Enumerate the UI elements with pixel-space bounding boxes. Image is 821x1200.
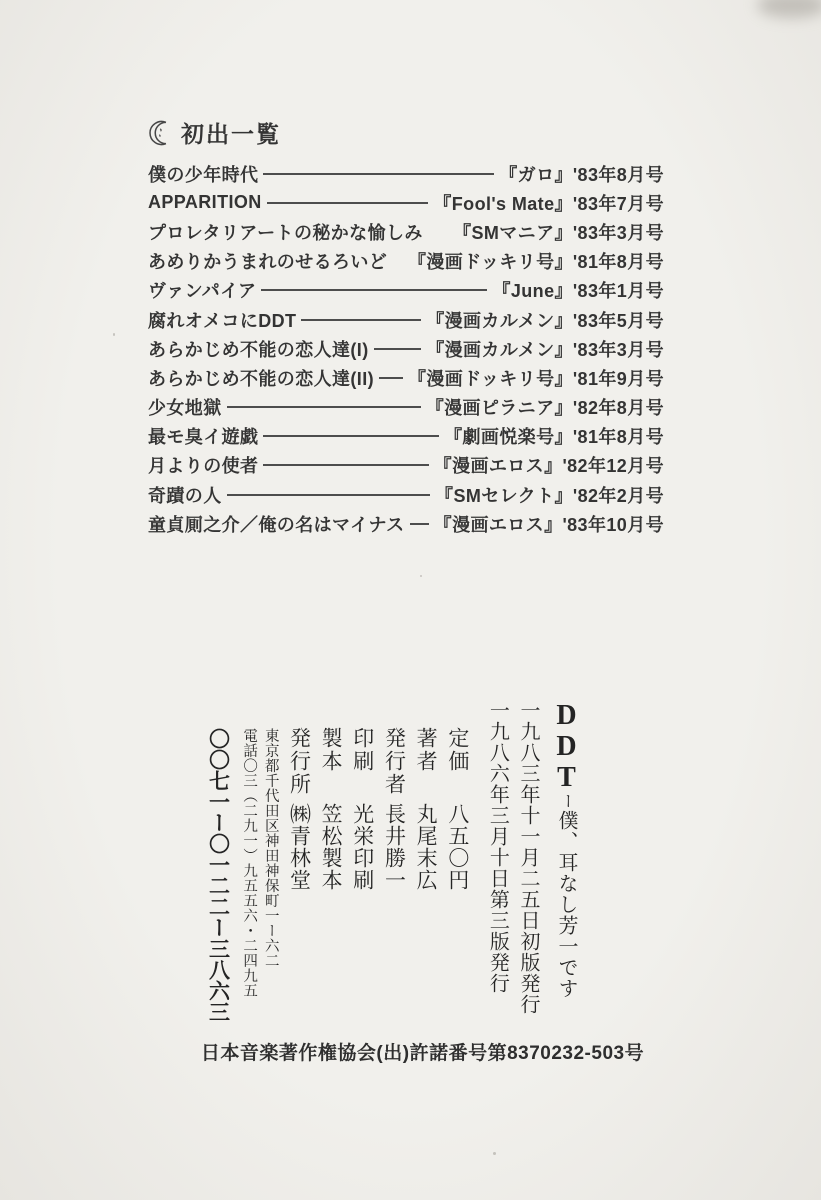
colophon-entry-label: 発行所	[287, 727, 312, 796]
work-title: 童貞厠之介／俺の名はマイナス	[148, 514, 405, 535]
publication-source: 『漫画エロス』'83年10月号	[433, 514, 664, 535]
title-separator-dash: ー	[558, 793, 575, 810]
publication-list-item	[148, 334, 664, 363]
colophon-section	[205, 700, 580, 1030]
colophon-entry-value: ㈱青林堂	[287, 803, 312, 891]
colophon-entry-value: 八五〇円	[445, 803, 470, 891]
publication-list	[148, 159, 664, 538]
publication-list-item	[148, 363, 664, 392]
leader-line	[261, 289, 487, 291]
leader-line	[263, 435, 439, 437]
publication-list-item	[148, 305, 664, 334]
scan-smudge	[757, 0, 821, 18]
scan-speck	[420, 575, 422, 577]
colophon-entry-label: 著者	[414, 727, 439, 773]
leader-line	[263, 173, 494, 175]
first-publication-list-section	[148, 116, 664, 538]
publication-list-item	[148, 480, 664, 509]
colophon-entry	[319, 700, 342, 1030]
colophon-entry	[446, 700, 469, 1030]
colophon-entry-label: 製本	[319, 727, 344, 773]
colophon-entry-value: 長井勝一	[382, 803, 407, 891]
leader-line	[267, 202, 429, 204]
section-header	[148, 116, 664, 149]
publication-source: 『劇画悦楽号』'81年8月号	[444, 427, 664, 448]
leader-line	[227, 406, 421, 408]
colophon-entry-label: 印刷	[350, 727, 375, 773]
colophon-entry	[351, 700, 374, 1030]
book-title-latin: DDT	[551, 700, 582, 793]
publication-list-item	[148, 509, 664, 538]
work-title: 僕の少年時代	[148, 164, 259, 185]
work-title: APPARITION	[148, 192, 262, 213]
section-title: 初出一覧	[181, 121, 281, 147]
first-edition-line: 一九八三年十一月二五日初版発行	[517, 700, 539, 1015]
publication-list-item	[148, 159, 664, 188]
scan-speck	[113, 333, 115, 336]
work-title: 月よりの使者	[148, 456, 259, 477]
colophon-entry-value: 丸尾末広	[414, 803, 439, 891]
leader-line	[379, 377, 403, 379]
publication-source: 『漫画ドッキリ号』'81年9月号	[408, 368, 664, 389]
publication-source: 『漫画カルメン』'83年5月号	[426, 310, 664, 331]
colophon-entry-label: 発行者	[382, 727, 407, 796]
publication-source: 『SMマニア』'83年3月号	[453, 222, 664, 243]
third-printing-line: 一九八六年三月十日第三版発行	[486, 700, 509, 994]
work-title: 少女地獄	[148, 398, 222, 419]
publisher-phone: 電話〇三（二九一）九五五六・二四九五	[241, 728, 258, 998]
leader-line	[301, 319, 421, 321]
work-title: プロレタリアートの秘かな愉しみ	[148, 222, 423, 243]
publication-source: 『June』'83年1月号	[492, 281, 664, 302]
book-subtitle: 僕、耳なし芳一です	[555, 810, 577, 999]
publication-source: 『SMセレクト』'82年2月号	[435, 485, 664, 506]
work-title: 奇蹟の人	[148, 485, 222, 506]
publisher-address: 東京都千代田区神田神保町一ー六二	[262, 728, 279, 968]
work-title: あめりかうまれのせるろいど	[148, 252, 388, 273]
work-title: あらかじめ不能の恋人達(II)	[148, 368, 374, 389]
publication-source: 『漫画ピラニア』'82年8月号	[425, 398, 664, 419]
publication-list-item	[148, 393, 664, 422]
colophon-entry	[414, 700, 437, 1030]
crescent-moon-icon	[148, 120, 174, 146]
colophon-entry-value: 光栄印刷	[350, 803, 375, 891]
colophon-entry-label: 定価	[445, 727, 470, 773]
colophon-entry	[383, 700, 406, 1030]
publication-source: 『漫画ドッキリ号』'81年8月号	[408, 252, 664, 273]
leader-line	[227, 494, 430, 496]
publication-source: 『ガロ』'83年8月号	[499, 164, 664, 185]
publication-source: 『Fool's Mate』'83年7月号	[433, 193, 664, 214]
work-title: ヴァンパイア	[148, 281, 257, 302]
publication-source: 『漫画カルメン』'83年3月号	[426, 339, 664, 360]
scan-speck	[493, 1152, 496, 1155]
colophon-entry	[288, 700, 311, 1030]
publication-list-item	[148, 247, 664, 276]
leader-line	[263, 464, 428, 466]
postal-transfer-account: 〇〇七一ー〇一二二ー三八六三	[206, 728, 231, 1022]
publication-list-item	[148, 422, 664, 451]
work-title: あらかじめ不能の恋人達(I)	[148, 339, 369, 360]
book-title	[552, 700, 580, 1030]
publication-list-item	[148, 217, 664, 246]
publication-source: 『漫画エロス』'82年12月号	[433, 456, 664, 477]
jasrac-license-notice: 日本音楽著作権協会(出)許諾番号第8370232-503号	[200, 1043, 645, 1064]
publication-list-item	[148, 276, 664, 305]
publication-list-item	[148, 188, 664, 217]
leader-line	[410, 523, 429, 525]
publication-list-item	[148, 451, 664, 480]
colophon-entry-value: 笠松製本	[319, 803, 344, 891]
leader-line	[374, 348, 422, 350]
work-title: 腐れオメコにDDT	[148, 310, 297, 331]
work-title: 最モ臭イ遊戯	[148, 427, 259, 448]
